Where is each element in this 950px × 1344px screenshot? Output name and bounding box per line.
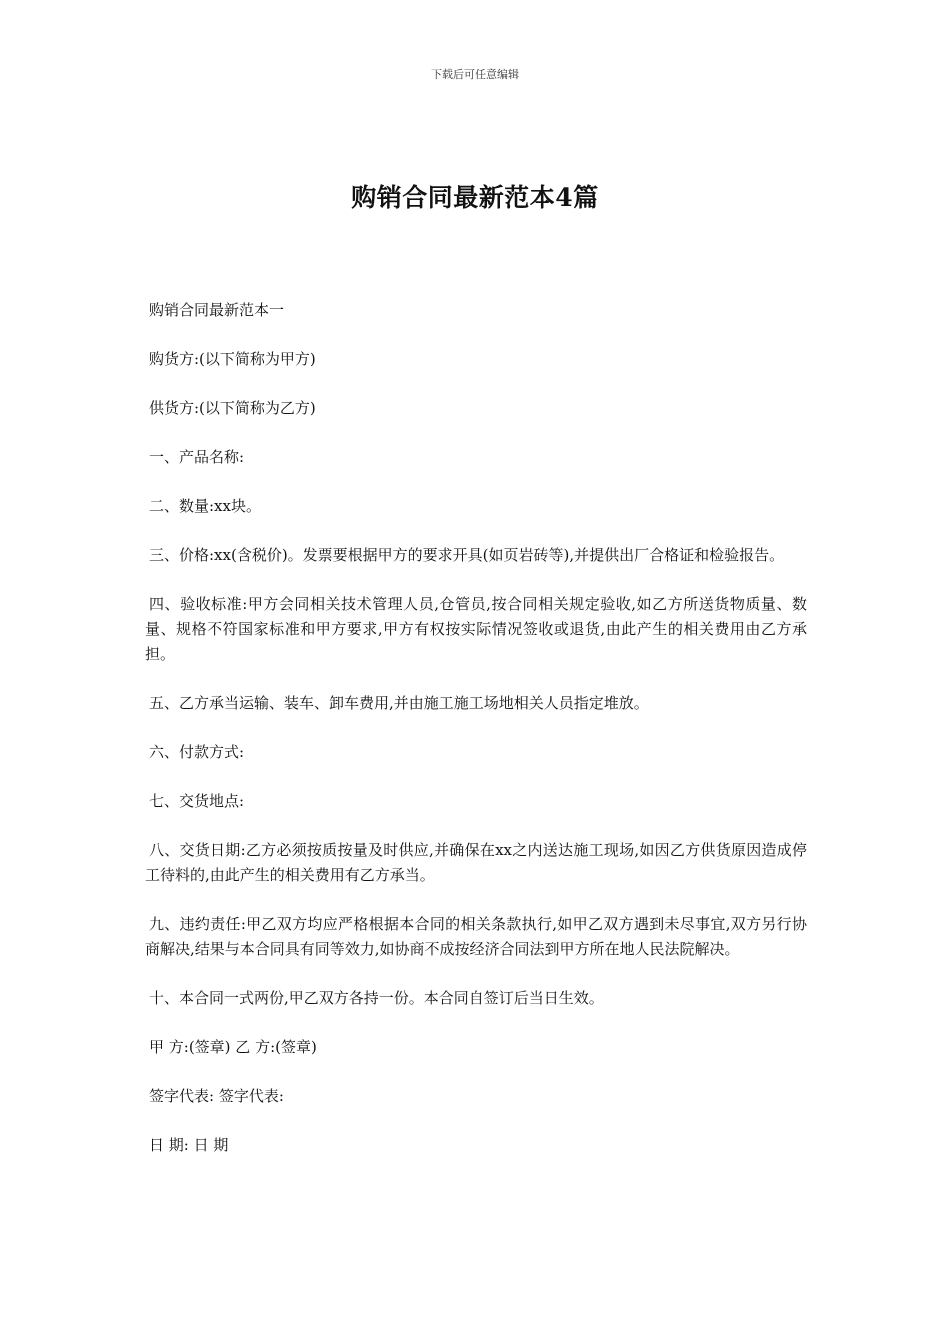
paragraph-clause-1: 一、产品名称: xyxy=(149,448,245,466)
header-note: 下载后可任意编辑 xyxy=(431,68,519,81)
paragraph-signature-dates: 日 期: 日 期 xyxy=(149,1136,229,1154)
paragraph-section-heading: 购销合同最新范本一 xyxy=(149,301,285,319)
paragraph-buyer: 购货方:(以下简称为甲方) xyxy=(149,350,316,368)
paragraph-clause-2: 二、数量:xx块。 xyxy=(149,497,261,515)
document-body xyxy=(145,298,807,1182)
document-title: 购销合同最新范本4篇 xyxy=(351,183,599,212)
paragraph-clause-6: 六、付款方式: xyxy=(149,743,245,761)
paragraph-clause-9: 九、违约责任:甲乙双方均应严格根据本合同的相关条款执行,如甲乙双方遇到未尽事宜,双方另行协商解决,结果与本合同具有同等效力,如协商不成按经济合同法到甲方所在地人民法院解决。 xyxy=(145,915,807,958)
paragraph-clause-7: 七、交货地点: xyxy=(149,792,245,810)
paragraph-clause-8: 八、交货日期:乙方必须按质按量及时供应,并确保在xx之内送达施工现场,如因乙方供货原因造成停工待料的,由此产生的相关费用有乙方承当。 xyxy=(145,841,807,884)
paragraph-clause-4: 四、验收标准:甲方会同相关技术管理人员,仓管员,按合同相关规定验收,如乙方所送货物质量、数量、规格不符国家标准和甲方要求,甲方有权按实际情况签收或退货,由此产生的相关费用由乙方承担。 xyxy=(145,595,807,663)
paragraph-supplier: 供货方:(以下简称为乙方) xyxy=(149,399,316,417)
paragraph-signature-parties: 甲 方:(签章) 乙 方:(签章) xyxy=(149,1038,317,1056)
paragraph-clause-5: 五、乙方承当运输、装车、卸车费用,并由施工施工场地相关人员指定堆放。 xyxy=(149,694,649,712)
paragraph-signature-representatives: 签字代表: 签字代表: xyxy=(149,1087,284,1105)
paragraph-clause-10: 十、本合同一式两份,甲乙双方各持一份。本合同自签订后当日生效。 xyxy=(149,989,604,1007)
paragraph-clause-3: 三、价格:xx(含税价)。发票要根据甲方的要求开具(如页岩砖等),并提供出厂合格证和检验报告。 xyxy=(149,546,785,564)
